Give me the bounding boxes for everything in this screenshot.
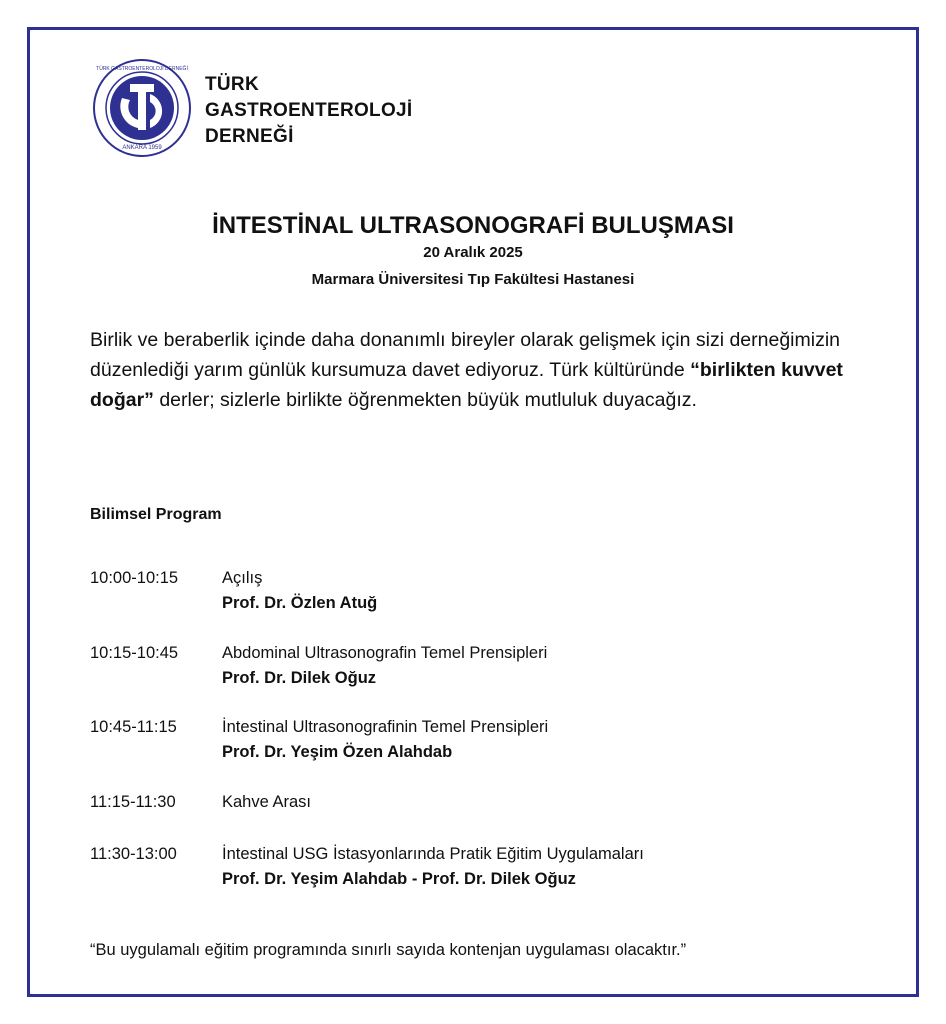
program-topic: Abdominal Ultrasonografin Temel Prensipleri	[222, 644, 548, 662]
program-speaker: Prof. Dr. Dilek Oğuz	[222, 669, 377, 687]
program-speaker: Prof. Dr. Yeşim Alahdab - Prof. Dr. Dilek Oğuz	[222, 870, 576, 888]
program-time: 10:15-10:45	[90, 644, 179, 662]
program-time: 11:30-13:00	[90, 845, 177, 863]
association-logo	[92, 58, 192, 158]
org-name-line: GASTROENTEROLOJİ	[205, 100, 413, 121]
intro-paragraph	[90, 325, 870, 415]
intro-text: Birlik ve beraberlik içinde daha donanımlı bireyler olarak gelişmek için sizi derneğimizin düzenlediği yarım günlük kursumuza davet ediyoruz. Türk kültüründe	[90, 329, 840, 381]
program-time: 11:15-11:30	[90, 793, 176, 811]
svg-text:ANKARA 1959: ANKARA 1959	[122, 145, 162, 151]
program-heading: Bilimsel Program	[90, 506, 222, 523]
svg-text:TÜRK GASTROENTEROLOJİ DERNEĞİ: TÜRK GASTROENTEROLOJİ DERNEĞİ	[96, 66, 188, 72]
event-title: İNTESTİNAL ULTRASONOGRAFİ BULUŞMASI	[212, 212, 734, 239]
intro-text: derler; sizlerle birlikte öğrenmekten büyük mutluluk duyacağız.	[153, 389, 697, 411]
program-time: 10:00-10:15	[90, 569, 179, 587]
event-venue: Marmara Üniversitesi Tıp Fakültesi Hastanesi	[311, 271, 635, 288]
program-topic: Açılış	[222, 569, 263, 587]
intro-emphasis: “birlikten kuvvet doğar”	[90, 359, 843, 411]
program-topic: Kahve Arası	[222, 793, 311, 811]
program-speaker: Prof. Dr. Yeşim Özen Alahdab	[222, 743, 453, 761]
program-topic: İntestinal Ultrasonografinin Temel Prensipleri	[222, 718, 549, 736]
event-date: 20 Aralık 2025	[423, 244, 523, 261]
program-speaker: Prof. Dr. Özlen Atuğ	[222, 594, 378, 612]
org-name-line: DERNEĞİ	[205, 126, 294, 147]
org-name-line: TÜRK	[205, 74, 259, 95]
program-time: 10:45-11:15	[90, 718, 177, 736]
capacity-note: “Bu uygulamalı eğitim programında sınırlı sayıda kontenjan uygulaması olacaktır.”	[90, 941, 687, 959]
organization-name	[205, 72, 412, 150]
program-topic: İntestinal USG İstasyonlarında Pratik Eğitim Uygulamaları	[222, 845, 644, 863]
